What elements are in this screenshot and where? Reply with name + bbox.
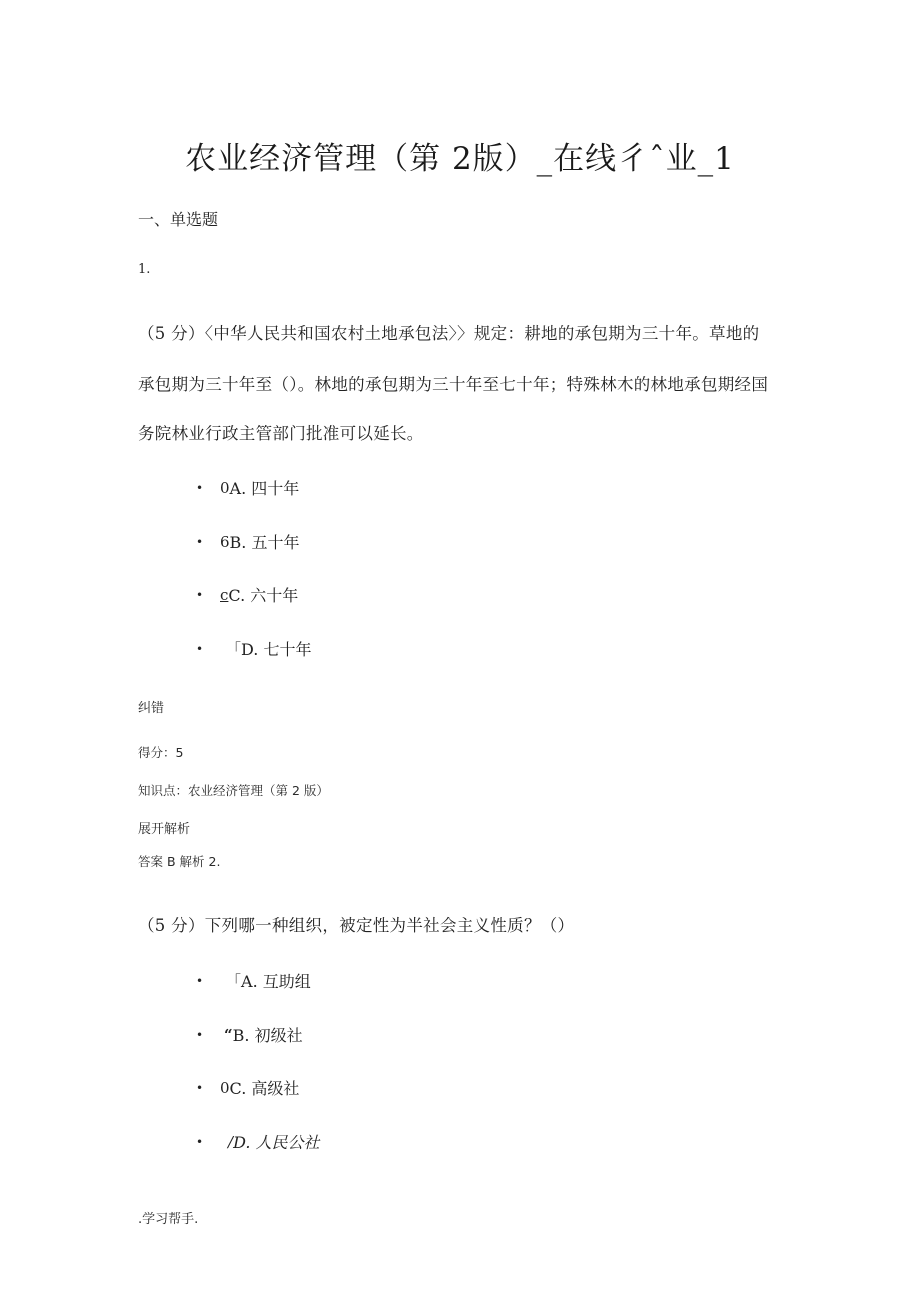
expand-analysis-link[interactable]: 展开解析 <box>138 822 191 837</box>
question-1-option-d[interactable] <box>196 637 311 660</box>
bullet-icon: • <box>196 1027 204 1042</box>
question-1-text-line-1: （5 分）〈中华人民共和国农村土地承包法〉〉规定：耕地的承包期为三十年。草地的 <box>138 324 760 343</box>
section-heading-single-choice: 一、单选题 <box>138 210 219 229</box>
bullet-icon: • <box>196 587 204 602</box>
question-2-option-d[interactable] <box>196 1130 320 1153</box>
bullet-icon: • <box>196 973 204 988</box>
document-title: 农业经济管理（第 2版）_在线彳ˆ业_1 <box>185 141 735 177</box>
option-radio-mark[interactable]: / <box>228 1132 234 1151</box>
option-label: B. 五十年 <box>229 533 300 552</box>
question-2-option-c[interactable] <box>196 1076 299 1099</box>
option-label: D. 七十年 <box>241 640 312 659</box>
question-2-option-a[interactable] <box>196 969 311 992</box>
bullet-icon: • <box>196 1080 204 1095</box>
option-radio-mark[interactable]: 「 <box>226 972 242 990</box>
question-1-number: 1. <box>138 262 151 277</box>
option-label: A. 互助组 <box>241 972 311 991</box>
question-1-text-line-2: 承包期为三十年至（）。林地的承包期为三十年至七十年；特殊林木的林地承包期经国 <box>138 375 769 394</box>
option-radio-mark[interactable]: “ <box>224 1025 233 1044</box>
option-radio-mark[interactable]: 0 <box>220 478 230 497</box>
question-1-option-a[interactable] <box>196 476 299 499</box>
option-radio-mark[interactable]: 「 <box>226 640 242 658</box>
option-label: B. 初级社 <box>232 1026 303 1045</box>
option-label: A. 四十年 <box>229 479 300 498</box>
answer-analysis-text: 答案 B 解析 2. <box>138 854 221 869</box>
page-footer: .学习帮手. <box>138 1212 199 1227</box>
option-label: C. 高级社 <box>229 1079 300 1098</box>
option-label: D. 人民公社 <box>233 1133 320 1152</box>
option-radio-mark[interactable]: 0 <box>220 1078 230 1097</box>
question-2-text: （5 分）下列哪一种组织，被定性为半社会主义性质？（） <box>138 916 575 935</box>
score-text: 得分：5 <box>138 745 184 760</box>
option-radio-mark[interactable]: c <box>220 585 229 604</box>
question-2-option-b[interactable] <box>196 1023 303 1046</box>
bullet-icon: • <box>196 480 204 495</box>
bullet-icon: • <box>196 1134 204 1149</box>
question-1-option-b[interactable] <box>196 530 299 553</box>
knowledge-point-text: 知识点：农业经济管理（第 2 版） <box>138 783 329 798</box>
option-radio-mark[interactable]: 6 <box>220 532 230 551</box>
bullet-icon: • <box>196 534 204 549</box>
option-label: C. 六十年 <box>228 586 299 605</box>
question-1-option-c[interactable] <box>196 583 298 606</box>
bullet-icon: • <box>196 641 204 656</box>
correction-link[interactable]: 纠错 <box>138 701 165 716</box>
question-1-text-line-3: 务院林业行政主管部门批准可以延长。 <box>138 424 424 443</box>
